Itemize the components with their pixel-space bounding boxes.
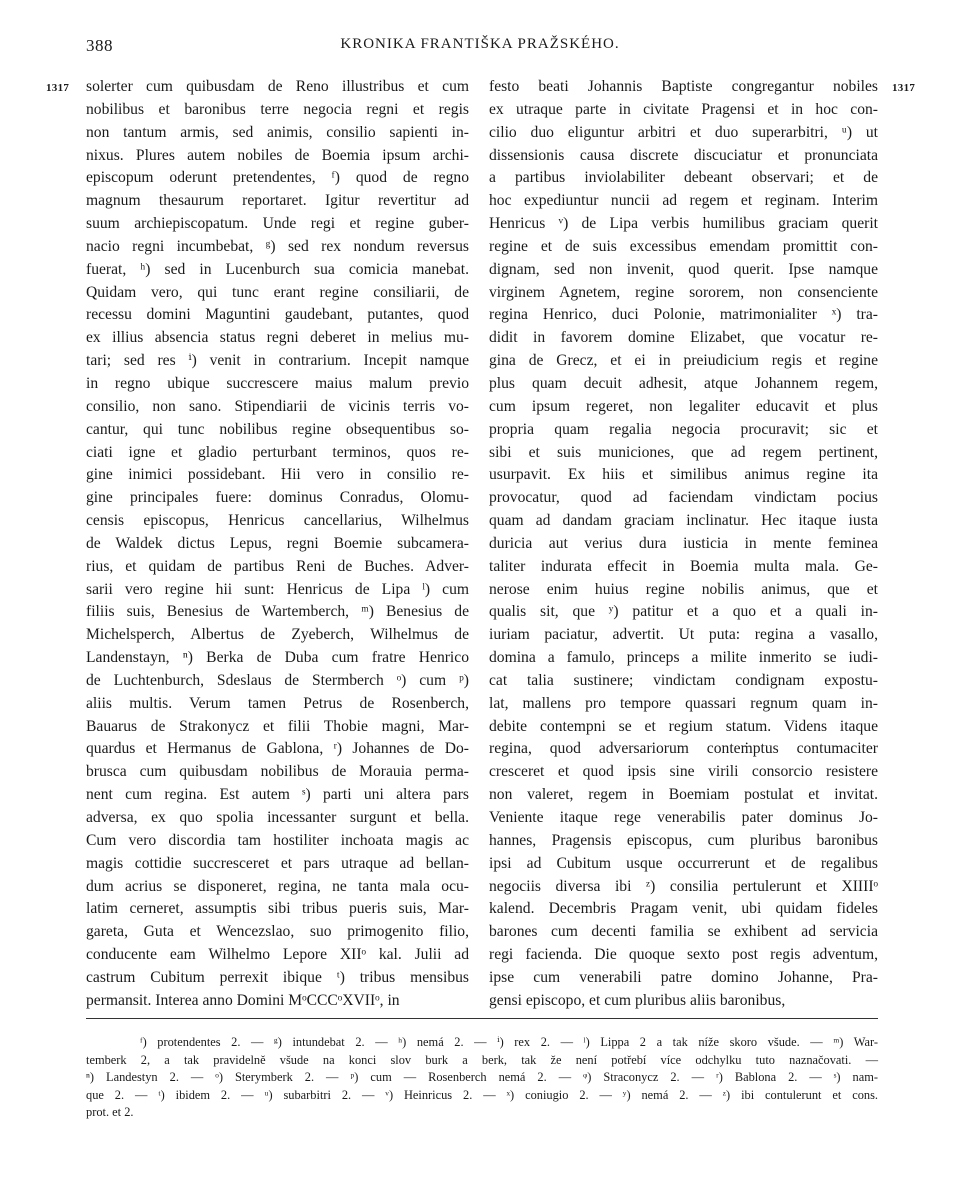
- text-line: solerter cum quibusdam de Reno illustribus et cum: [86, 78, 469, 95]
- text-line: cresceret et quod ipsis sine virili consorcio resistere: [489, 763, 878, 781]
- text-line: Bauarus de Strakonycz et filii Thobie magni, Mar-: [86, 717, 469, 735]
- text-line: magis cottidie succresceret et pars utraque ad bellan-: [86, 854, 469, 872]
- text-line: permansit. Interea anno Domini MᵒCCCᵒXVIIᵒ, in: [86, 991, 400, 1009]
- text-line: iuriam paciatur, advertit. Ut puta: regina a vasallo,: [489, 626, 878, 644]
- text-line: castrum Cubitum perrexit ibique ᵗ) tribus mensibus: [86, 968, 469, 986]
- text-line: filiis suis, Benesius de Wartemberch, ᵐ) Benesius de: [86, 603, 469, 621]
- text-line: fuerat, ʰ) sed in Lucenburch sua comicia manebat.: [86, 260, 469, 278]
- footnote-line: que 2. — ᵗ) ibidem 2. — ᵘ) subarbitri 2. — ᵛ) Heinricus 2. — ˣ) coniugio 2. — ʸ) nemá 2. — ᶻ) ibi contulerunt et cons.: [86, 1087, 878, 1102]
- text-line: qualis sit, que ʸ) patitur et a quo et a quali in-: [489, 603, 878, 621]
- text-line: a partibus inviolabiliter debeant observari; et de: [489, 169, 878, 187]
- text-line: negociis diversa ibi ᶻ) consilia pertulerunt et XIIIIᵒ: [489, 877, 878, 895]
- text-line: episcopum oderunt pretendentes, ᶠ) quod de regno: [86, 169, 469, 187]
- text-line: didit in favorem domine Elizabet, que vocatur re-: [489, 329, 878, 347]
- footnote-line: ᶠ) protendentes 2. — ᵍ) intundebat 2. — ʰ) nemá 2. — ⁱ) rex 2. — ˡ) Lippa 2 a tak níže skoro všude. — ᵐ) War-: [140, 1035, 878, 1049]
- text-line: domina a famulo, princeps a milite inmerito se iudi-: [489, 649, 878, 667]
- text-line: tari; sed res ⁱ) venit in contrarium. Incepit namque: [86, 352, 469, 370]
- text-line: hoc expediuntur nuncii ad regem et reginam. Interim: [489, 192, 878, 210]
- text-line: gareta, Guta et Wencezslao, suo primogenito filio,: [86, 923, 469, 941]
- text-line: dignam, sed non invenit, quod querit. Ipse namque: [489, 260, 878, 278]
- running-head: KRONIKA FRANTIŠKA PRAŽSKÉHO.: [340, 36, 620, 52]
- text-line: gina de Grecz, et ei in preiudicium regis et regine: [489, 352, 878, 370]
- margin-year-right: 1317: [892, 82, 916, 94]
- text-line: Michelsperch, Albertus de Zyeberch, Wilhelmus de: [86, 626, 469, 644]
- text-line: plus quam decuit adhesit, atque Johannem regem,: [489, 374, 878, 392]
- text-line: quardus et Hermanus de Gablona, ʳ) Johannes de Do-: [86, 740, 469, 758]
- text-line: barones cum decenti familia se exhibent ad servicia: [489, 923, 878, 941]
- text-line: suum archiepiscopatum. Unde regi et regine guber-: [86, 215, 469, 233]
- text-line: conducente eam Wilhelmo Lepore XIIᵒ kal. Julii ad: [86, 946, 469, 964]
- text-line: cum ipsum regeret, non legaliter educavit et plus: [489, 397, 878, 415]
- text-line: cat talia sustinere; vindictam condignam expostu-: [489, 671, 878, 689]
- text-line: sarii vero regine hii sunt: Henricus de Lipa ˡ) cum: [86, 580, 469, 598]
- text-line: brusca cum quibusdam nobilibus de Morauia perma-: [86, 763, 469, 781]
- text-line: regine et de suis excessibus emendam promittit con-: [489, 237, 878, 255]
- text-line: de Luchtenburch, Sdeslaus de Stermberch ᵒ) cum ᵖ): [86, 671, 469, 689]
- text-line: ciati igne et gladio perturbant terminos, quos re-: [86, 443, 469, 461]
- footnote-line: prot. et 2.: [86, 1105, 134, 1120]
- text-line: gensi episcopo, et cum pluribus aliis baronibus,: [489, 991, 786, 1009]
- text-line: provocatur, quod ad faciendam vindictam pocius: [489, 489, 878, 507]
- text-line: de Waldek dictus Lepus, regni Boemie subcamera-: [86, 534, 469, 552]
- text-line: aliis multis. Verum tamen Petrus de Rosenberch,: [86, 694, 469, 712]
- text-line: propria quam regalia negocia procuravit; sic et: [489, 420, 878, 438]
- text-line: taliter indurata effecit in Boemia multa mala. Ge-: [489, 557, 878, 575]
- text-line: usurpavit. Ex hiis et similibus animus regine ita: [489, 466, 878, 484]
- text-line: adversa, ex quo spolia incessanter surgunt et bella.: [86, 809, 469, 826]
- text-line: hannes, Pragensis episcopus, cum pluribus baronibus: [489, 831, 878, 849]
- text-line: sibi et suis municiones, que ad regem pertinent,: [489, 443, 878, 461]
- text-line: Cum vero discordia tam hostiliter inchoata magis ac: [86, 831, 469, 849]
- text-line: gine inimici possidebant. Hii vero in consilio re-: [86, 466, 469, 484]
- text-line: nent cum regina. Est autem ˢ) parti uni altera pars: [86, 786, 469, 804]
- text-line: virginem Agnetem, regine sororem, non consenciente: [489, 283, 878, 301]
- text-line: lat, mallens pro tempore quassari regnum quam in-: [489, 694, 878, 712]
- text-line: gine principales fuere: dominus Conradus, Olomu-: [86, 489, 469, 507]
- footnote-line: ⁿ) Landestyn 2. — ᵒ) Sterymberk 2. — ᵖ) cum — Rosenberch nemá 2. — ᵠ) Straconycz 2. — ʳ) Bablona 2. — ˢ) nam-: [86, 1070, 878, 1085]
- footnotes: [86, 1034, 878, 1122]
- text-line: rius, et quidam de partibus Reni de Buches. Adver-: [86, 557, 469, 575]
- text-line: kalend. Decembris Pragam venit, ubi quidam fideles: [489, 900, 878, 918]
- text-line: regi facienda. Die quoque sexto post regis adventum,: [489, 946, 878, 964]
- text-line: nerose enim huius regine nobilis animus, que et: [489, 580, 878, 598]
- text-line: non tantum armis, sed animis, consilio sapienti in-: [86, 123, 469, 141]
- text-line: Veniente itaque rege venerabilis pater dominus Jo-: [489, 809, 878, 826]
- text-line: dissensionis causa discrete discuciatur et pronunciata: [489, 146, 878, 164]
- text-line: Henricus ᵛ) de Lipa verbis humilibus graciam querit: [489, 215, 878, 233]
- right-column: [489, 76, 878, 1013]
- text-line: ex utraque parte in civitate Pragensi et in hoc con-: [489, 100, 878, 118]
- text-line: latim cerneret, assumptis sibi tribus pueris suis, Mar-: [86, 900, 469, 918]
- text-line: cilio duo eliguntur arbitri et duo superarbitri, ᵘ) ut: [489, 123, 878, 141]
- text-line: quam ad dandam graciam inclinatur. Hec itaque iusta: [489, 512, 878, 530]
- text-line: Quidam vero, qui tunc erant regine consiliarii, de: [86, 283, 469, 301]
- text-line: ipse cum venerabili patre domino Johanne, Pra-: [489, 968, 878, 986]
- page-number: 388: [86, 36, 113, 55]
- text-line: magnum thesaurum reportaret. Igitur revertitur ad: [86, 192, 469, 210]
- text-line: regina Henrico, duci Polonie, matrimonialiter ˣ) tra-: [489, 306, 878, 324]
- text-line: censis episcopus, Henricus cancellarius, Wilhelmus: [86, 512, 469, 530]
- margin-year-left: 1317: [46, 82, 70, 94]
- text-line: Landenstayn, ⁿ) Berka de Duba cum fratre Henrico: [86, 649, 469, 667]
- text-line: debite contempni se et regium statum. Videns itaque: [489, 717, 878, 735]
- text-line: cantur, qui tunc nobilibus regine obsequentibus so-: [86, 420, 469, 438]
- text-line: duricia aut verius dura iusticia in mente feminea: [489, 534, 878, 552]
- text-line: in regno ubique succrescere maius malum previo: [86, 374, 469, 392]
- left-column: [86, 76, 469, 1013]
- text-line: nixus. Plures autem nobiles de Boemia ipsum archi-: [86, 146, 469, 164]
- text-line: dum acrius se disponeret, regina, ne tanta mala ocu-: [86, 877, 469, 895]
- text-line: nobilibus et baronibus terre negocia regni et regis: [86, 100, 469, 118]
- text-line: ipsi ad Cubitum usque occurrerunt et de regalibus: [489, 854, 878, 872]
- text-line: recessu domini Maguntini gaudebant, putantes, quod: [86, 306, 469, 324]
- text-line: non valeret, regem in Boemiam postulat et invitat.: [489, 786, 878, 804]
- text-line: ex illius absencia status regni deberet in melius mu-: [86, 329, 469, 347]
- text-line: consilio, non sano. Stipendiarii de vicinis terris vo-: [86, 397, 469, 415]
- text-line: nacio regni incumbebat, ᵍ) sed rex nondum reversus: [86, 237, 469, 255]
- text-line: festo beati Johannis Baptiste congregantur nobiles: [489, 78, 878, 95]
- footnote-divider: [86, 1018, 878, 1019]
- text-line: regina, quod adversariorum conteṁptus contumaciter: [489, 740, 878, 758]
- footnote-line: temberk 2, a tak pravidelně všude na konci slov burk a berk, tak že není potřebí více odchylku tuto naznačovati. —: [86, 1052, 878, 1067]
